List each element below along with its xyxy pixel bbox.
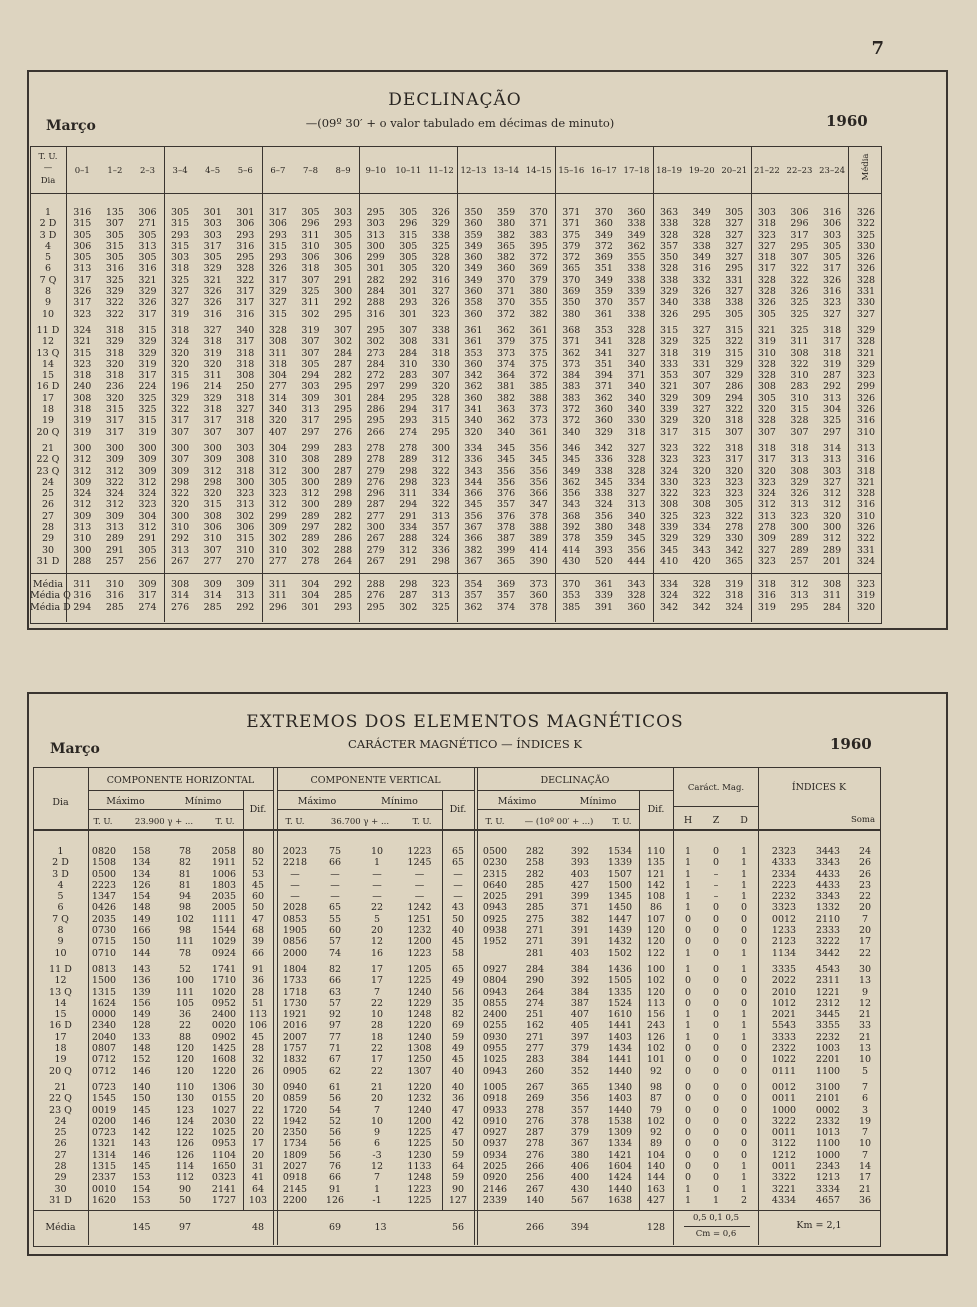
ext-value-column: 75 66 — — — 65 55 60 57 74 xyxy=(328,846,342,959)
decl-value-column: 307 308 284 310 283 299 295 294 293 274 xyxy=(399,325,418,438)
decl-value-column: 323 323 324 330 322 308 325 339 329 345 410 xyxy=(660,443,679,567)
extremos-month: Março xyxy=(50,741,100,757)
ext-value-column: 143 136 139 156 149 128 133 148 152 146 xyxy=(132,964,151,1077)
ext-days-g3: 21 22 Q 23 Q 24 25 26 27 28 29 30 31 D xyxy=(49,1082,72,1206)
decl-value-column: 370 360 349 372 369 351 349 359 370 361 xyxy=(594,207,613,320)
ext-v-min-label: Mínimo xyxy=(381,796,418,807)
ext-value-column: 0820 1508 0500 2223 1347 0426 2035 0730 0715 0710 xyxy=(91,846,117,959)
ext-cm-line xyxy=(684,1226,750,1227)
ext-z-label: Z xyxy=(712,815,720,826)
extremos-subtitle: CARÁCTER MAGNÉTICO — ÍNDICES K xyxy=(348,737,582,751)
decl-value-column: 300 309 312 322 324 312 309 313 289 291 257 xyxy=(105,443,124,567)
ext-value-column: 1223 1245 — — — 1242 1251 1232 1200 1223 xyxy=(407,846,432,959)
ext-value-column: 10 1 — — — 22 5 20 12 16 xyxy=(370,846,384,959)
ext-value-column: 1534 1339 1507 1500 1345 1450 1447 1439 1432 1502 xyxy=(607,846,633,959)
decl-value-column: 370 371 383 395 372 369 379 380 355 382 xyxy=(529,207,548,320)
ext-comp-v-header: COMPONENTE VERTICAL xyxy=(310,775,441,786)
ext-sub-line-c xyxy=(674,806,758,807)
decl-hour-header: 21–22 xyxy=(753,166,780,176)
decl-hour-header: 1–2 xyxy=(107,166,123,176)
ext-value-column: 2323 4333 2334 2223 2232 3323 0012 1233 2123 1134 xyxy=(771,846,797,959)
decl-value-column: 327 325 319 331 307 307 309 327 320 315 xyxy=(692,325,711,438)
decl-value-column: 310 316 285 xyxy=(105,579,124,613)
ext-value-column: 0 0 0 0 0 0 0 1 1 1 2 xyxy=(740,1082,748,1206)
ext-h-tu1: T. U. xyxy=(93,817,113,827)
decl-value-column: 300 312 322 323 334 322 313 357 324 336 298 xyxy=(431,443,450,567)
ext-value-column: 0940 0859 1720 1942 2350 1734 1809 2027 0918 2145 2200 xyxy=(282,1082,308,1206)
ext-h-label: H xyxy=(683,815,693,826)
ext-media-h-max: 145 xyxy=(132,1222,151,1233)
declinacao-title: DECLINAÇÃO xyxy=(388,90,522,110)
decl-value-column: 361 339 391 xyxy=(594,579,613,613)
decl-hour-header: 3–4 xyxy=(172,166,188,176)
ext-d-tu1: T. U. xyxy=(485,817,505,827)
ext-value-column: 0 0 0 0 0 0 0 0 0 0 xyxy=(712,964,720,1077)
decl-header-line xyxy=(30,193,882,194)
decl-value-column: 312 313 295 xyxy=(790,579,809,613)
ext-value-column: 3335 2022 2010 1012 2021 5543 3333 2322 1022 0111 xyxy=(771,964,797,1077)
ext-h-dif-label: Dif. xyxy=(249,804,267,815)
ext-value-column: 1306 0155 1027 2030 1025 0953 1104 1650 0323 2141 1727 xyxy=(211,1082,237,1206)
ext-soma-label: Soma xyxy=(850,815,876,825)
ext-v-tu1: T. U. xyxy=(285,817,305,827)
decl-hour-header: 10–11 xyxy=(395,166,422,176)
decl-value-column: 328 328 327 340 371 340 340 340 330 318 xyxy=(627,325,646,438)
declinacao-month: Março xyxy=(46,118,96,134)
ext-value-column: 110 130 123 124 122 126 126 114 112 90 50 xyxy=(175,1082,195,1206)
decl-value-column: 318 317 320 323 323 305 322 278 330 342 365 xyxy=(725,443,744,567)
ext-value-column: 284 290 264 274 251 162 271 277 283 260 xyxy=(525,964,545,1077)
decl-value-column: 303 318 323 327 318 317 328 328 326 305 xyxy=(757,207,776,320)
ext-value-column: 1340 1403 1440 1538 1309 1334 1421 1604 1424 1440 1638 xyxy=(607,1082,633,1206)
decl-value-column: 292 285 293 xyxy=(334,579,353,613)
decl-value-column: 309 317 274 xyxy=(138,579,157,613)
ext-value-column: 24 26 26 23 22 20 7 20 17 22 xyxy=(858,846,872,959)
decl-value-column: 295 303 313 300 299 301 282 284 288 316 xyxy=(366,207,385,320)
decl-value-column: 308 311 284 xyxy=(823,579,842,613)
ext-value-column: 65 49 56 35 82 69 59 49 45 40 xyxy=(451,964,465,1077)
ext-value-column: 1 1 1 1 1 1 0 0 0 1 xyxy=(684,846,692,959)
decl-value-column: 346 345 349 362 356 343 368 392 378 414 430 xyxy=(562,443,581,567)
decl-hour-header: 13–14 xyxy=(493,166,520,176)
ext-value-column: 1220 1232 1240 1200 1225 1225 1230 1133 1248 1223 1225 xyxy=(407,1082,432,1206)
decl-days-g1: 1 2 D 3 D 4 5 6 7 Q 8 9 10 xyxy=(39,207,57,320)
decl-value-column: 360 338 349 362 355 338 338 339 357 338 xyxy=(627,207,646,320)
ext-sub-line-d xyxy=(477,790,673,791)
decl-value-column: 311 311 296 xyxy=(268,579,287,613)
ext-value-column: 78 82 81 81 94 98 102 98 111 78 xyxy=(175,846,195,959)
ext-value-column: 1741 1710 1020 0952 2400 0020 0902 1425 1608 1220 xyxy=(211,964,237,1077)
ext-media-d-dif: 128 xyxy=(646,1222,666,1233)
decl-value-column: 328 322 342 xyxy=(692,579,711,613)
ext-h-tu2: T. U. xyxy=(215,817,235,827)
ext-value-column: 40 36 47 42 47 50 59 64 59 90 127 xyxy=(448,1082,468,1206)
decl-value-column: 363 338 328 357 350 328 338 329 340 326 xyxy=(660,207,679,320)
ext-value-column: 2023 2218 — — — 2028 0853 1905 0856 2000 xyxy=(282,846,308,959)
ext-divider xyxy=(474,767,475,1245)
decl-value-column: 305 327 327 327 327 295 331 327 338 305 xyxy=(725,207,744,320)
ext-indices-header: ÍNDICES K xyxy=(791,782,847,793)
decl-value-column: 318 317 318 319 287 292 313 304 325 297 xyxy=(823,325,842,438)
ext-d-max-label: Máximo xyxy=(497,796,537,807)
decl-value-column: 307 302 284 287 282 295 301 295 295 276 xyxy=(334,325,353,438)
decl-value-column: 300 307 309 298 322 320 300 310 292 313 267 xyxy=(171,443,190,567)
decl-value-column: 318 329 318 320 318 236 320 315 317 317 xyxy=(105,325,124,438)
ext-media-d-min: 394 xyxy=(570,1222,590,1233)
ext-value-column: 384 392 384 387 407 405 397 379 384 352 xyxy=(570,964,590,1077)
decl-corner-dash: — xyxy=(43,163,53,173)
ext-value-column: 1 0 0 0 1 1 1 0 0 0 xyxy=(684,964,692,1077)
ext-value-column: 100 102 120 113 156 243 126 102 101 92 xyxy=(646,964,666,1077)
decl-hour-header: 23–24 xyxy=(819,166,846,176)
extremos-year: 1960 xyxy=(830,735,872,753)
ext-value-column: 3100 2101 0002 2332 1013 1100 1000 2343 1213 3334 4657 xyxy=(815,1082,841,1206)
ext-value-column: 7 6 3 19 7 10 7 14 17 21 36 xyxy=(858,1082,872,1206)
decl-value-column: 361 361 353 360 342 362 360 341 340 320 xyxy=(464,325,483,438)
ext-value-column: 365 356 357 378 379 367 380 406 400 430 567 xyxy=(570,1082,590,1206)
decl-value-column: 315 329 329 319 317 224 325 325 315 319 xyxy=(138,325,157,438)
ext-sub-line-h xyxy=(88,790,273,791)
decl-value-column: 318 316 319 xyxy=(757,579,776,613)
decl-value-column: 305 296 315 305 305 305 292 301 293 301 xyxy=(399,207,418,320)
decl-value-column: 353 341 341 351 394 371 362 360 360 329 xyxy=(594,325,613,438)
decl-value-column: 369 357 374 xyxy=(497,579,516,613)
decl-value-column: 328 308 311 318 304 277 314 340 320 407 xyxy=(268,325,287,438)
decl-hour-header: 14–15 xyxy=(525,166,552,176)
decl-value-column: 326 329 338 325 328 320 316 327 326 323 xyxy=(431,207,450,320)
decl-value-column: 327 318 319 320 311 214 329 318 317 307 xyxy=(203,325,222,438)
decl-value-column: 316 315 305 306 305 313 317 326 317 323 xyxy=(73,207,92,320)
decl-value-column: 306 296 317 295 307 322 322 326 325 325 xyxy=(790,207,809,320)
decl-value-column: 359 380 382 365 382 360 370 371 370 372 xyxy=(497,207,516,320)
decl-value-column: 361 375 375 375 372 385 388 373 373 361 xyxy=(529,325,548,438)
ext-media-h-dif: 48 xyxy=(251,1222,265,1233)
ext-comp-h-header: COMPONENTE HORIZONTAL xyxy=(106,775,255,786)
decl-value-column: 300 312 312 309 324 312 309 313 310 300 288 xyxy=(73,443,92,567)
decl-hour-header: 15–16 xyxy=(558,166,585,176)
decl-media-line xyxy=(30,573,882,574)
decl-value-column: 354 357 362 xyxy=(464,579,483,613)
decl-hour-header: 22–23 xyxy=(786,166,813,176)
decl-value-column: 362 379 373 374 364 381 382 363 362 340 xyxy=(497,325,516,438)
ext-v-tu2: T. U. xyxy=(412,817,432,827)
decl-value-column: 345 345 356 356 376 357 376 378 387 399 365 xyxy=(497,443,516,567)
decl-hour-header: 18–19 xyxy=(656,166,683,176)
ext-sub2-line-h xyxy=(88,809,243,810)
decl-hour-header: 17–18 xyxy=(623,166,650,176)
ext-media-line xyxy=(33,1210,881,1211)
ext-value-column: 110 135 121 142 108 86 107 120 120 122 xyxy=(646,846,666,959)
ext-value-column: 282 258 282 285 291 285 275 271 271 281 xyxy=(525,846,545,959)
ext-value-column: 0927 0804 0943 0855 2400 0255 0930 0955 1025 0943 xyxy=(482,964,508,1077)
decl-value-column: 309 314 285 xyxy=(203,579,222,613)
ext-value-column: 3443 3343 4433 4433 3343 1332 2110 2333 3222 3442 xyxy=(815,846,841,959)
ext-value-column: 0723 1545 0019 0200 0723 1321 1314 1315 2337 0010 1620 xyxy=(91,1082,117,1206)
ext-value-column: 0 0 0 0 0 0 0 0 0 1 1 xyxy=(684,1082,692,1206)
ext-value-column: 0 0 0 0 0 0 0 0 0 0 1 xyxy=(712,1082,720,1206)
decl-value-column: 370 353 385 xyxy=(562,579,581,613)
extremos-title: EXTREMOS DOS ELEMENTOS MAGNÉTICOS xyxy=(246,712,684,732)
ext-sub-line-v xyxy=(277,790,474,791)
ext-value-column: 30 20 22 22 20 17 20 31 41 64 103 xyxy=(248,1082,268,1206)
decl-value-column: 325 311 308 322 310 283 310 315 328 307 xyxy=(790,325,809,438)
ext-carac-header: Caráct. Mag. xyxy=(687,783,745,793)
declinacao-subtitle: —(09º 30′ + o valor tabulado em décimas de minuto) xyxy=(305,116,615,130)
ext-h-min-label: Mínimo xyxy=(184,796,222,807)
ext-value-column: 1005 0918 0933 0910 0927 0937 0934 2025 0920 2146 2339 xyxy=(482,1082,508,1206)
decl-value-column: 342 336 338 345 338 324 356 380 359 393 520 xyxy=(594,443,613,567)
ext-value-column: 98 87 79 102 92 89 104 140 144 163 427 xyxy=(646,1082,666,1206)
ext-value-column: 0 0 – – – 0 0 0 0 0 xyxy=(712,846,720,959)
ext-value-column: 1 1 1 1 1 0 0 0 0 1 xyxy=(740,846,748,959)
declinacao-year: 1960 xyxy=(826,112,868,130)
ext-days-g2: 11 D 12 13 Q 14 15 16 D 17 18 19 20 Q xyxy=(49,964,72,1077)
ext-d-label: D xyxy=(740,815,748,826)
decl-value-column: 303 293 305 305 306 305 291 300 292 295 xyxy=(334,207,353,320)
ext-media-v-min: 13 xyxy=(374,1222,387,1233)
decl-value-column: 356 345 356 356 366 347 378 388 389 414 390 xyxy=(529,443,548,567)
ext-value-column: 1436 1505 1335 1524 1610 1441 1403 1434 1441 1440 xyxy=(607,964,633,1077)
ext-value-column: 140 150 145 146 142 143 146 145 153 154 153 xyxy=(132,1082,151,1206)
decl-value-column: 334 324 342 xyxy=(660,579,679,613)
decl-corner-dia: Dia xyxy=(40,176,56,186)
decl-value-column: 373 360 378 xyxy=(529,579,548,613)
decl-value-column: 317 306 293 315 293 326 317 329 327 315 xyxy=(268,207,287,320)
decl-value-column: 299 308 300 300 312 300 289 297 289 302 278 xyxy=(301,443,320,567)
ext-header-line xyxy=(33,829,881,831)
ext-h-max-label: Máximo xyxy=(106,796,145,807)
decl-hour-header: 11–12 xyxy=(427,166,454,176)
ext-value-column: 52 100 111 105 36 22 88 120 120 120 xyxy=(175,964,195,1077)
decl-days-g2: 11 D 12 13 Q 14 15 16 D 17 18 19 20 Q xyxy=(36,325,60,438)
ext-d-min-label: Mínimo xyxy=(579,796,617,807)
decl-hour-header: 7–8 xyxy=(302,166,319,176)
decl-value-column: 305 296 311 310 306 318 307 325 311 302 xyxy=(301,207,320,320)
decl-hour-header: 6–7 xyxy=(270,166,286,176)
ext-media-v-dif: 56 xyxy=(451,1222,465,1233)
decl-value-column: 338 331 318 330 307 320 328 317 315 295 xyxy=(431,325,450,438)
ext-d-tu2: T. U. xyxy=(612,817,632,827)
ext-media-label: Média xyxy=(45,1222,76,1233)
ext-value-column: 4543 2311 1221 2312 3445 3355 2232 1003 2201 1100 xyxy=(815,964,841,1077)
decl-value-column: 314 313 303 327 312 312 320 300 312 289 201 xyxy=(823,443,842,567)
ext-dia-header: Dia xyxy=(52,797,69,808)
decl-value-column: 318 313 308 329 326 313 323 300 289 289 257 xyxy=(790,443,809,567)
ext-value-column: 0500 0230 2315 0640 2025 0943 0925 0938 1952 xyxy=(482,846,508,948)
ext-value-column: 0012 0011 1000 3222 0011 3122 1212 0011 3322 3221 4334 xyxy=(771,1082,797,1206)
decl-media-header: Média xyxy=(861,153,871,181)
decl-value-column: 343 328 360 xyxy=(627,579,646,613)
decl-value-column: 304 310 312 305 323 312 299 309 302 310 277 xyxy=(268,443,287,567)
ext-sub2-line-v xyxy=(277,809,442,810)
ext-v-max-label: Máximo xyxy=(297,796,337,807)
ext-media-h-min: 97 xyxy=(178,1222,192,1233)
decl-value-column: 319 318 324 xyxy=(725,579,744,613)
decl-value-column: 278 289 298 298 311 294 291 334 288 312 291 xyxy=(399,443,418,567)
decl-value-column: 323 313 325 xyxy=(431,579,450,613)
decl-value-column: 305 315 293 315 303 318 325 327 327 319 xyxy=(171,207,190,320)
ext-value-column: 82 66 63 57 92 97 77 71 67 62 xyxy=(328,964,342,1077)
decl-value-column: 288 276 295 xyxy=(366,579,385,613)
ext-v-base: 36.700 γ + ... xyxy=(330,817,390,827)
decl-hour-header: 2–3 xyxy=(139,166,156,176)
decl-value-column: 319 307 307 305 294 303 309 313 317 297 xyxy=(301,325,320,438)
ext-d-base: — (10º 00′ + ...) xyxy=(524,817,594,827)
ext-value-column: 65 65 — — — 43 50 40 45 58 xyxy=(451,846,465,959)
decl-value-column: 321 319 310 328 328 308 305 320 328 307 xyxy=(757,325,776,438)
decl-value-column: 349 328 328 338 349 316 332 326 338 295 xyxy=(692,207,711,320)
decl-value-column: 301 306 293 316 295 328 322 317 317 316 xyxy=(236,207,255,320)
decl-value-column: 334 336 343 344 366 345 356 367 366 382 367 xyxy=(464,443,483,567)
decl-value-column: 298 287 302 xyxy=(399,579,418,613)
ext-media-km: Km = 2,1 xyxy=(796,1220,842,1231)
ext-value-column: 17 17 7 22 10 28 18 22 17 22 xyxy=(370,964,384,1077)
ext-h-base: 23.900 γ + ... xyxy=(134,817,194,827)
decl-hour-header: 4–5 xyxy=(205,166,221,176)
decl-value-column: 311 316 294 xyxy=(73,579,92,613)
decl-value-column: 324 321 315 323 318 240 308 318 319 319 xyxy=(73,325,92,438)
ext-value-column: 1205 1225 1240 1229 1248 1220 1240 1308 1250 1307 xyxy=(407,964,432,1077)
decl-hour-header: 12–13 xyxy=(460,166,487,176)
ext-value-column: 80 52 53 45 60 50 47 68 39 66 xyxy=(251,846,265,959)
decl-value-column: 304 304 301 xyxy=(301,579,320,613)
decl-value-column: 316 306 303 305 305 317 326 316 323 327 xyxy=(823,207,842,320)
decl-value-column: 350 360 359 349 360 349 349 360 358 360 xyxy=(464,207,483,320)
decl-value-column: 300 309 309 312 324 323 304 312 291 305 256 xyxy=(138,443,157,567)
ext-divider xyxy=(758,767,759,1245)
decl-value-column: 135 307 305 315 305 316 325 329 322 322 xyxy=(105,207,124,320)
decl-value-column: 329 328 321 329 323 299 326 326 316 310 xyxy=(856,325,876,438)
decl-value-column: 318 324 320 320 315 196 329 322 317 307 xyxy=(171,325,190,438)
decl-hour-header: 16–17 xyxy=(590,166,617,176)
decl-value-column: 327 328 328 334 327 313 340 348 345 356 444 xyxy=(627,443,646,567)
decl-hour-header: 9–10 xyxy=(365,166,386,176)
decl-value-column: 301 303 303 317 305 329 321 326 326 316 xyxy=(203,207,222,320)
ext-decl-header: DECLINAÇÃO xyxy=(540,775,610,786)
ext-sub2-line-d xyxy=(477,809,639,810)
decl-value-column: 318 317 320 323 324 312 313 278 309 327 323 xyxy=(757,443,776,567)
ext-value-column: 21 20 7 10 9 6 -3 12 7 1 -1 xyxy=(370,1082,384,1206)
ext-value-column: 392 393 403 427 399 371 382 391 391 403 xyxy=(570,846,590,959)
decl-value-column: 300 309 312 298 320 315 308 306 310 307 277 xyxy=(203,443,222,567)
decl-value-column: 295 302 273 284 272 297 284 286 295 266 xyxy=(366,325,385,438)
decl-value-column: 303 308 318 300 323 313 302 306 315 310 270 xyxy=(236,443,255,567)
decl-corner-tu: T. U. xyxy=(38,152,58,162)
decl-days-media: Média Média Q Média D xyxy=(30,579,71,613)
ext-media-d-max: 266 xyxy=(525,1222,545,1233)
ext-value-column: 158 134 134 126 154 148 149 166 150 144 xyxy=(132,846,151,959)
decl-value-column: 308 314 276 xyxy=(171,579,190,613)
ext-value-column: 1804 1733 1718 1730 1921 2016 2007 1757 1832 0905 xyxy=(282,964,308,1077)
decl-value-column: 306 271 305 313 305 316 321 329 326 317 xyxy=(138,207,157,320)
decl-hour-header: 0–1 xyxy=(74,166,90,176)
ext-value-column: 0813 1500 1315 1624 0000 2340 2040 0807 0712 0712 xyxy=(91,964,117,1077)
ext-divider xyxy=(273,767,274,1245)
ext-value-column: 30 13 9 12 21 33 21 13 10 5 xyxy=(858,964,872,1077)
decl-value-column: 315 322 315 329 329 286 294 322 318 307 xyxy=(725,325,744,438)
decl-value-column: 326 322 325 330 326 326 328 331 330 327 xyxy=(856,207,876,320)
page-number: 7 xyxy=(871,38,884,59)
decl-value-column: 283 289 287 289 298 289 282 282 286 288 264 xyxy=(334,443,353,567)
ext-v-dif-label: Dif. xyxy=(449,804,467,815)
ext-value-column: 1 0 0 0 1 1 1 0 0 0 xyxy=(740,964,748,1077)
decl-value-column: 371 371 375 379 372 365 370 369 350 380 xyxy=(562,207,581,320)
decl-value-column: 322 323 320 323 323 308 323 334 329 343 420 xyxy=(692,443,711,567)
decl-hour-header: 8–9 xyxy=(335,166,351,176)
decl-hour-header: 5–6 xyxy=(237,166,253,176)
ext-media-v-max: 69 xyxy=(328,1222,342,1233)
ext-media-carac: 0,5 0,1 0,5 xyxy=(693,1213,739,1223)
ext-value-column: 267 269 278 276 287 278 276 266 256 267 140 xyxy=(525,1082,545,1206)
decl-divider xyxy=(848,146,849,622)
decl-days-g3: 21 22 Q 23 Q 24 25 26 27 28 29 30 31 D xyxy=(36,443,60,567)
ext-media-cm: Cm = 0,6 xyxy=(695,1229,737,1239)
ext-value-column: 2058 1911 1006 1803 2035 2005 1111 1544 1029 0924 xyxy=(211,846,237,959)
ext-days-g1: 1 2 D 3 D 4 5 6 7 Q 8 9 10 xyxy=(52,846,69,959)
ext-value-column: 61 56 54 52 56 56 56 76 66 91 126 xyxy=(325,1082,345,1206)
decl-hour-header: 19–20 xyxy=(688,166,715,176)
decl-value-column: 368 371 362 373 384 383 383 372 372 340 xyxy=(562,325,581,438)
decl-value-column: 340 317 318 318 308 250 318 327 318 307 xyxy=(236,325,255,438)
decl-value-column: 315 329 318 333 353 321 329 339 329 317 xyxy=(660,325,679,438)
decl-hour-header: 20–21 xyxy=(721,166,748,176)
ext-value-column: 91 36 28 51 113 106 45 28 32 26 xyxy=(248,964,268,1077)
decl-value-column: 309 313 292 xyxy=(236,579,255,613)
decl-value-column: 323 319 320 xyxy=(856,579,876,613)
decl-value-column: 278 278 279 276 296 287 277 300 267 279 267 xyxy=(366,443,385,567)
ext-d-dif-label: Dif. xyxy=(647,804,665,815)
decl-value-column: 313 316 318 321 328 316 310 326 322 331 324 xyxy=(856,443,876,567)
